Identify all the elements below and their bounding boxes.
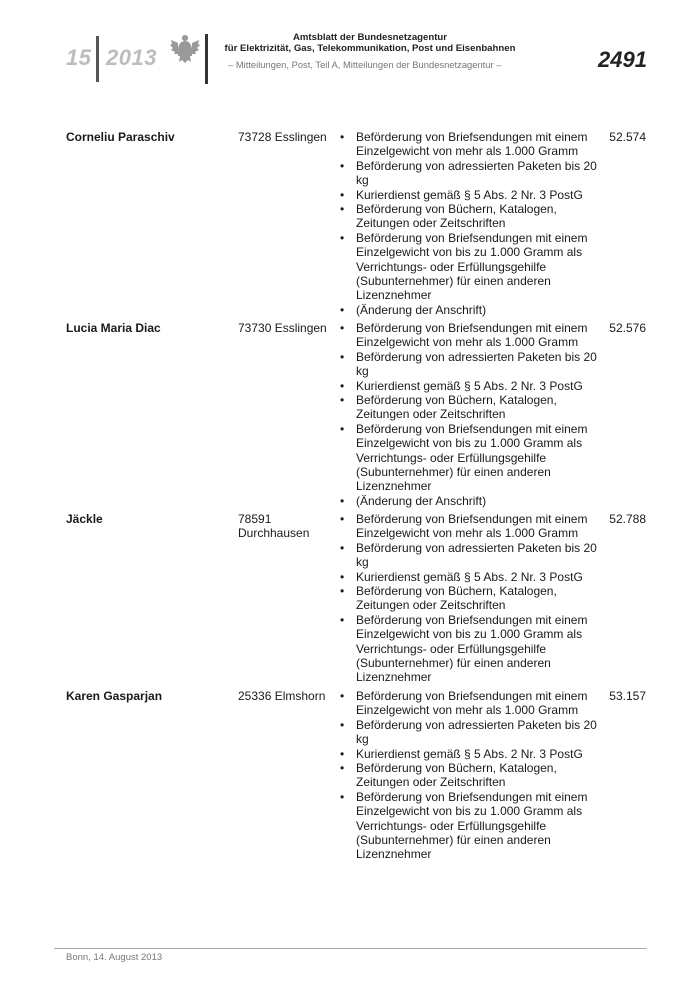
journal-title-line1: Amtsblatt der Bundesnetzagentur — [292, 32, 448, 43]
service-item: • Beförderung von Briefsendungen mit einem Einzelgewicht von bis zu 1.000 Gramm als Verrichtungs- oder Erfüllungsgehilfe (Subunternehmer) für einen anderen Lizenznehmer — [338, 422, 608, 494]
service-list — [338, 130, 608, 317]
entry-name: Corneliu Paraschiv — [66, 130, 175, 144]
entry-name: Jäckle — [66, 512, 103, 526]
entry-number: 53.157 — [609, 689, 646, 703]
footer-place-date: Bonn, 14. August 2013 — [66, 952, 163, 963]
service-item: • Kurierdienst gemäß § 5 Abs. 2 Nr. 3 PostG — [338, 570, 608, 584]
federal-eagle-icon — [170, 32, 200, 66]
entry-name: Lucia Maria Diac — [66, 321, 161, 335]
service-item: • Beförderung von adressierten Paketen bis 20 kg — [338, 350, 608, 379]
entry-city: 73730 Esslingen — [238, 321, 327, 335]
entry-city: 25336 Elmshorn — [238, 689, 326, 703]
service-list — [338, 689, 608, 862]
service-item: • Beförderung von adressierten Paketen bis 20 kg — [338, 718, 608, 747]
service-item: • Kurierdienst gemäß § 5 Abs. 2 Nr. 3 PostG — [338, 188, 608, 202]
entry-karen-gasparjan — [66, 689, 646, 866]
page-number: 2491 — [598, 47, 647, 72]
service-item: • Beförderung von Büchern, Katalogen, Zeitungen oder Zeitschriften — [338, 761, 608, 790]
entry-lucia-maria-diac — [66, 321, 646, 512]
entry-city: 78591 Durchhausen — [238, 512, 310, 541]
entry-corneliu-paraschiv — [66, 130, 646, 321]
service-item: • Beförderung von Briefsendungen mit einem Einzelgewicht von bis zu 1.000 Gramm als Verrichtungs- oder Erfüllungsgehilfe (Subunternehmer) für einen anderen Lizenznehmer — [338, 790, 608, 862]
journal-subtitle: – Mitteilungen, Post, Teil A, Mitteilungen der Bundesnetzagentur – — [228, 59, 502, 70]
entry-jaeckle — [66, 512, 646, 689]
service-item: • (Änderung der Anschrift) — [338, 494, 608, 508]
service-item: • Kurierdienst gemäß § 5 Abs. 2 Nr. 3 PostG — [338, 747, 608, 761]
service-item: • Beförderung von Briefsendungen mit einem Einzelgewicht von bis zu 1.000 Gramm als Verrichtungs- oder Erfüllungsgehilfe (Subunternehmer) für einen anderen Lizenznehmer — [338, 613, 608, 685]
issue-number: 15 — [66, 45, 92, 70]
entry-city: 73728 Esslingen — [238, 130, 327, 144]
license-entries — [66, 130, 646, 866]
header-divider — [205, 34, 208, 84]
journal-title-line2: für Elektrizität, Gas, Telekommunikation, Post und Eisenbahnen — [224, 43, 516, 54]
service-list — [338, 512, 608, 685]
service-list — [338, 321, 608, 508]
entry-number: 52.576 — [609, 321, 646, 335]
service-item: • Kurierdienst gemäß § 5 Abs. 2 Nr. 3 PostG — [338, 379, 608, 393]
entry-number: 52.574 — [609, 130, 646, 144]
page-header — [0, 0, 700, 100]
entry-name: Karen Gasparjan — [66, 689, 163, 703]
service-item: • Beförderung von Briefsendungen mit einem Einzelgewicht von bis zu 1.000 Gramm als Verrichtungs- oder Erfüllungsgehilfe (Subunternehmer) für einen anderen Lizenznehmer — [338, 231, 608, 303]
issue-year: 2013 — [106, 45, 157, 70]
issue-divider — [96, 36, 99, 82]
service-item: • Beförderung von Briefsendungen mit einem Einzelgewicht von mehr als 1.000 Gramm — [338, 689, 608, 718]
service-item: • (Änderung der Anschrift) — [338, 303, 608, 317]
service-item: • Beförderung von Büchern, Katalogen, Zeitungen oder Zeitschriften — [338, 584, 608, 613]
service-item: • Beförderung von adressierten Paketen bis 20 kg — [338, 159, 608, 188]
service-item: • Beförderung von Büchern, Katalogen, Zeitungen oder Zeitschriften — [338, 202, 608, 231]
service-item: • Beförderung von Büchern, Katalogen, Zeitungen oder Zeitschriften — [338, 393, 608, 422]
service-item: • Beförderung von Briefsendungen mit einem Einzelgewicht von mehr als 1.000 Gramm — [338, 512, 608, 541]
service-item: • Beförderung von Briefsendungen mit einem Einzelgewicht von mehr als 1.000 Gramm — [338, 130, 608, 159]
entry-number: 52.788 — [609, 512, 646, 526]
service-item: • Beförderung von adressierten Paketen bis 20 kg — [338, 541, 608, 570]
footer-divider — [54, 948, 647, 949]
journal-title — [220, 32, 520, 54]
service-item: • Beförderung von Briefsendungen mit einem Einzelgewicht von mehr als 1.000 Gramm — [338, 321, 608, 350]
